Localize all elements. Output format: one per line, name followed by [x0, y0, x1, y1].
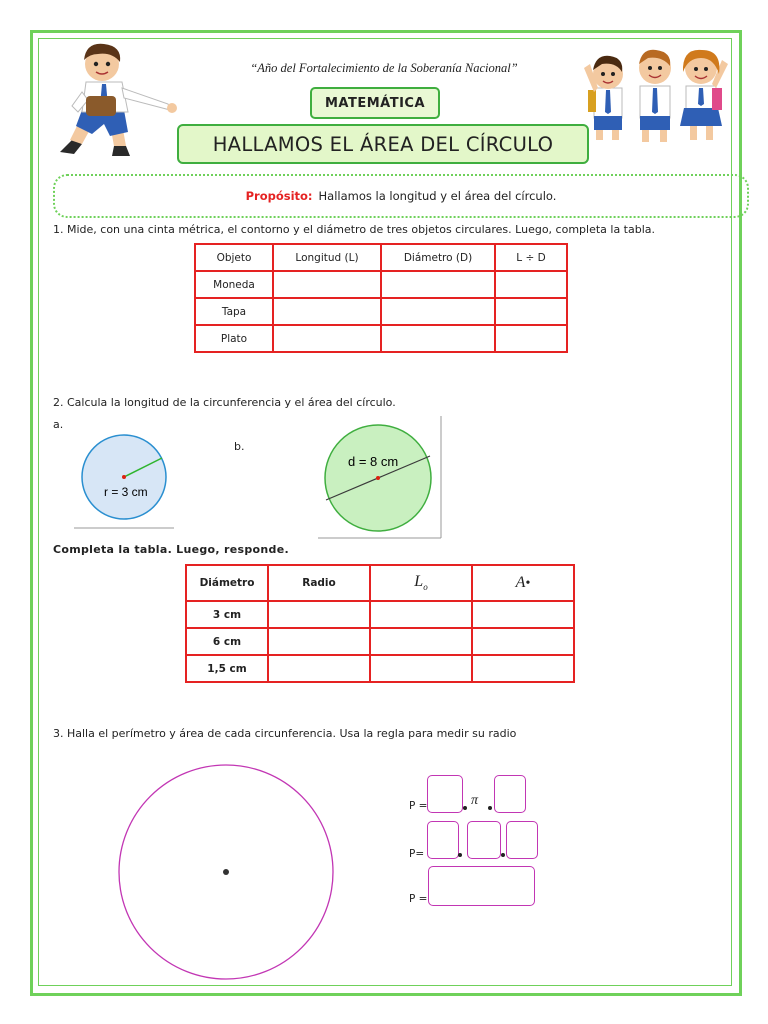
item-b-label: b. [234, 440, 245, 453]
answer-cell[interactable] [472, 601, 574, 628]
answer-cell[interactable] [381, 325, 495, 352]
header-cell: Longitud (L) [273, 244, 381, 271]
answer-cell[interactable] [268, 601, 370, 628]
perimeter-label-2: P= [409, 848, 425, 860]
purpose-text: Hallamos la longitud y el área del círculo. [318, 189, 557, 203]
children-illustration [584, 42, 730, 146]
header-cell: Radio [268, 565, 370, 601]
answer-box[interactable] [494, 775, 526, 813]
answer-cell[interactable] [273, 271, 381, 298]
answer-cell[interactable] [273, 325, 381, 352]
center-dot [122, 475, 126, 479]
answer-cell[interactable] [495, 298, 567, 325]
row-label: Moneda [195, 271, 273, 298]
purpose-box [53, 174, 749, 218]
answer-cell[interactable] [268, 628, 370, 655]
instruction-text: Completa la tabla. Luego, responde. [53, 543, 289, 556]
table-header-row [186, 565, 574, 601]
table-row [186, 628, 574, 655]
perimeter-label-3: P = [409, 893, 428, 905]
multiply-dot [501, 853, 505, 857]
circle-b-label: d = 8 cm [348, 454, 399, 469]
answer-cell[interactable] [370, 601, 472, 628]
multiply-dot [463, 806, 467, 810]
row-label: 3 cm [186, 601, 268, 628]
table-row [195, 271, 567, 298]
header-A: A [515, 574, 526, 591]
question-1-text: 1. Mide, con una cinta métrica, el contorno y el diámetro de tres objetos circulares. Luego, completa la tabla. [53, 223, 656, 236]
answer-box-wide[interactable] [428, 866, 535, 906]
answer-cell[interactable] [370, 655, 472, 682]
answer-cell[interactable] [273, 298, 381, 325]
header-cell [472, 565, 574, 601]
motto-text: “Año del Fortalecimiento de la Soberanía Nacional” [250, 61, 518, 75]
center-dot [376, 476, 380, 480]
row-label: 1,5 cm [186, 655, 268, 682]
circle-a-figure [74, 430, 174, 532]
table-row [195, 325, 567, 352]
boy-illustration [52, 40, 182, 158]
subject-label: MATEMÁTICA [310, 87, 440, 119]
pi-symbol: π [471, 793, 479, 808]
answer-cell[interactable] [495, 271, 567, 298]
row-label: Tapa [195, 298, 273, 325]
center-dot [223, 869, 229, 875]
multiply-dot [488, 806, 492, 810]
table-row [186, 601, 574, 628]
question-3-text: 3. Halla el perímetro y área de cada circunferencia. Usa la regla para medir su radio [53, 727, 517, 740]
header-A-dot: • [525, 576, 531, 591]
answer-cell[interactable] [381, 271, 495, 298]
measure-table [194, 243, 568, 353]
header-cell: L ÷ D [495, 244, 567, 271]
page-title: HALLAMOS EL ÁREA DEL CÍRCULO [177, 124, 589, 164]
multiply-dot [458, 853, 462, 857]
row-label: Plato [195, 325, 273, 352]
header-cell [370, 565, 472, 601]
row-label: 6 cm [186, 628, 268, 655]
question-2-text: 2. Calcula la longitud de la circunferencia y el área del círculo. [53, 396, 396, 409]
answer-cell[interactable] [472, 655, 574, 682]
table-row [186, 655, 574, 682]
circle-b-figure [318, 416, 442, 540]
circle-table [185, 564, 575, 683]
item-a-label: a. [53, 418, 64, 431]
answer-cell[interactable] [370, 628, 472, 655]
table-row [195, 298, 567, 325]
purpose-label: Propósito: [245, 189, 313, 203]
answer-box[interactable] [506, 821, 538, 859]
header-cell: Objeto [195, 244, 273, 271]
measure-circle-figure [116, 762, 336, 982]
answer-box[interactable] [427, 775, 463, 813]
answer-box[interactable] [427, 821, 459, 859]
header-L: L [414, 573, 424, 591]
answer-box[interactable] [467, 821, 501, 859]
answer-cell[interactable] [472, 628, 574, 655]
header-L-subscript: o [423, 582, 428, 593]
header-cell: Diámetro (D) [381, 244, 495, 271]
circle-a-label: r = 3 cm [104, 485, 148, 499]
table-header-row [195, 244, 567, 271]
perimeter-label-1: P = [409, 800, 428, 812]
answer-cell[interactable] [381, 298, 495, 325]
answer-cell[interactable] [268, 655, 370, 682]
header-cell: Diámetro [186, 565, 268, 601]
answer-cell[interactable] [495, 325, 567, 352]
